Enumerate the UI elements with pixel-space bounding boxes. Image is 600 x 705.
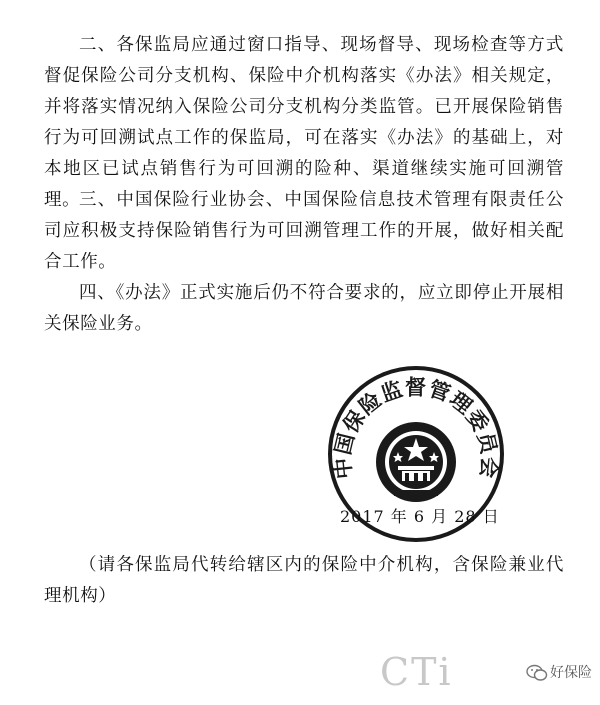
emblem-icon — [376, 422, 456, 502]
forwarding-note: （请各保监局代转给辖区内的保险中介机构，含保险兼业代理机构） — [44, 555, 564, 606]
watermark-logo: CTi — [380, 650, 453, 694]
svg-text:中国保险监督管理委员会: 中国保险监督管理委员会 — [329, 374, 503, 481]
paragraph-3: 三、中国保险行业协会、中国保险信息技术管理有限责任公司应积极支持保险销售行为可回溯管理工作的开展，做好相关配合工作。 — [44, 190, 564, 272]
watermark — [380, 648, 592, 696]
paragraph-2: 二、各保监局应通过窗口指导、现场督导、现场检查等方式督促保险公司分支机构、保险中介机构落实《办法》相关规定，并将落实情况纳入保险公司分支机构分类监管。已开展保险销售行为可回溯试点工作的保监局，可在落实《办法》的基础上，对本地区已试点销售行为可回溯的险种、渠道继续实施可回溯管理。 — [44, 35, 564, 210]
paragraph-4: 四、《办法》正式实施后仍不符合要求的，应立即停止开展相关保险业务。 — [44, 283, 564, 334]
wechat-icon — [526, 664, 548, 682]
issue-date: 2017 年 6 月 28 日 — [340, 507, 500, 526]
watermark-account: 好保险 — [550, 665, 592, 681]
